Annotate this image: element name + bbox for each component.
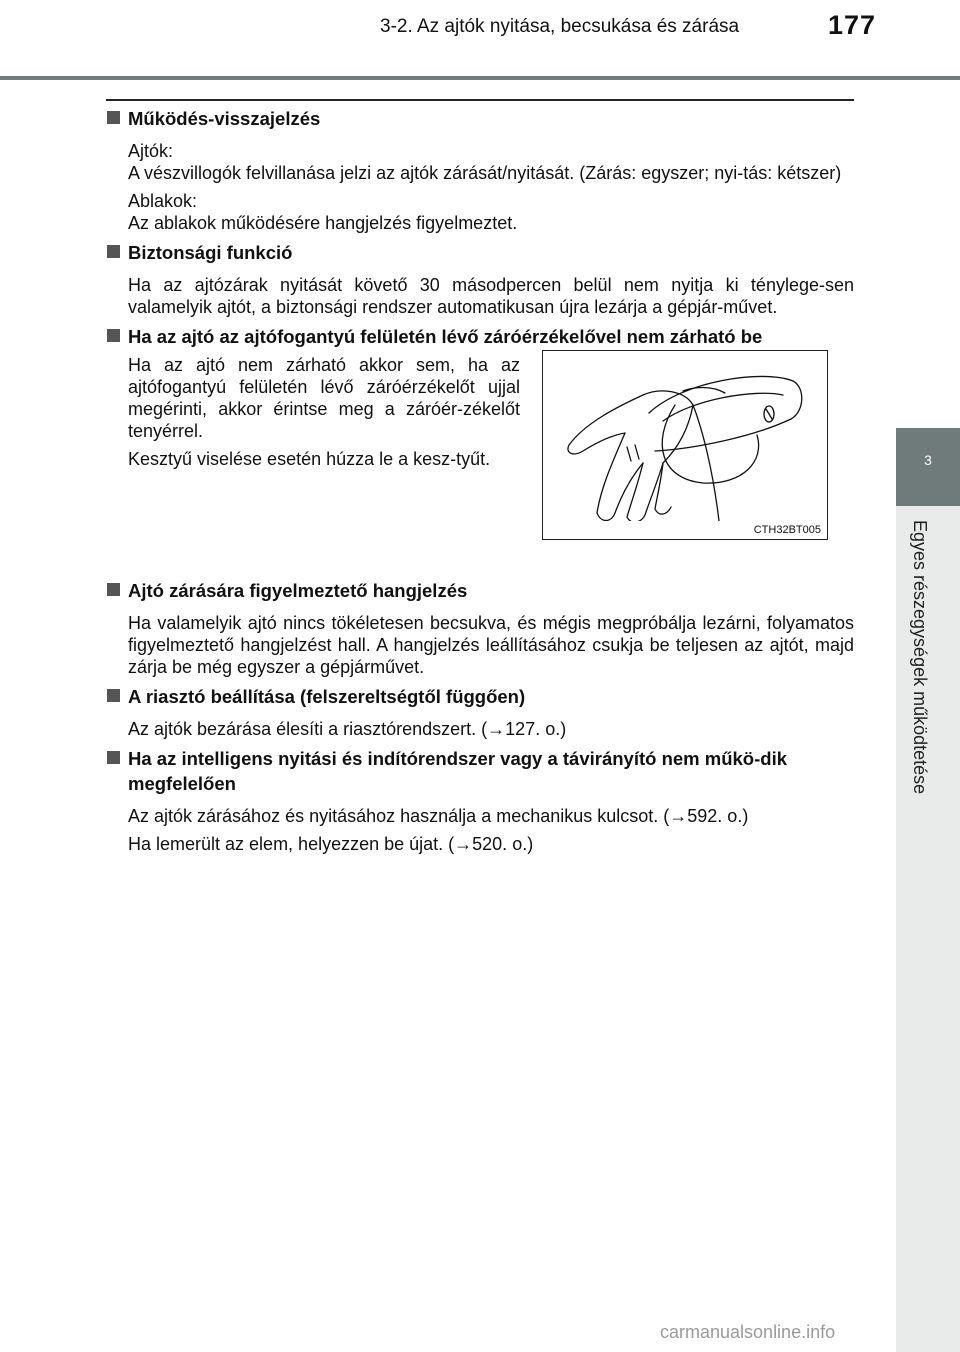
bullet-square-icon [107,329,120,342]
paragraph: Ha valamelyik ajtó nincs tökéletesen becsukva, és mégis megpróbálja lezárni, folyamatos figyelmeztető hangjelzést hall. A hangjelzés leállításához csukja be teljesen az ajtót, majd zárja be még egyszer a gépjárművet. [128,613,854,677]
figure-frame [542,350,828,540]
watermark: carmanualsonline.info [660,1322,836,1342]
paragraph: Ajtók: [128,141,174,161]
content-rule [106,99,854,101]
figure-row [106,354,854,578]
paragraph: Ha lemerült az elem, helyezzen be újat. (→520. o.) [128,834,534,854]
section-heading: Működés-visszajelzés [106,106,854,131]
paragraph: Ablakok: [128,191,198,211]
section-heading: Ha az ajtó az ajtófogantyú felületén lévő záróérzékelővel nem zárható be [106,324,854,349]
chapter-label: Egyes részegységek működtetése [910,520,930,795]
paragraph: A vészvillogók felvillanása jelzi az ajtók zárását/nyitását. (Zárás: egyszer; nyi-tás: kétszer) [128,163,842,183]
paragraph: Ha az ajtó nem zárható akkor sem, ha az ajtófogantyú felületén lévő záróérzékelőt ujjal megérinti, akkor érintse meg a záróér-zékelőt tenyérrel. [128,355,520,441]
section-heading: Ajtó zárására figyelmeztető hangjelzés [106,578,854,603]
bullet-square-icon [107,245,120,258]
paragraph: Az ajtók zárásához és nyitásához használja a mechanikus kulcsot. (→592. o.) [128,806,749,826]
content [106,106,854,855]
paragraph: Az ablakok működésére hangjelzés figyelmeztet. [128,213,518,233]
bullet-square-icon [107,111,120,124]
bullet-square-icon [107,751,120,764]
hand-touching-door-handle-illustration [543,351,827,521]
bullet-square-icon [107,689,120,702]
paragraph: Az ajtók bezárása élesíti a riasztórendszert. (→127. o.) [128,719,567,739]
figure-code: CTH32BT005 [753,524,821,536]
bullet-square-icon [107,583,120,596]
page-number: 177 [828,10,877,40]
paragraph: Kesztyű viselése esetén húzza le a kesz-tyűt. [128,449,491,469]
chapter-tab [896,428,960,506]
header-rule [0,76,960,80]
section-heading: A riasztó beállítása (felszereltségtől függően) [106,684,854,709]
header-section-title: 3-2. Az ajtók nyitása, becsukása és zárása [380,16,740,37]
section-heading: Biztonsági funkció [106,240,854,265]
section-heading: Ha az intelligens nyitási és indítórendszer vagy a távirányító nem műkö-dik megfelelően [106,746,854,796]
figure-text [128,354,520,470]
chapter-number: 3 [924,452,932,468]
paragraph: Ha az ajtózárak nyitását követő 30 másodpercen belül nem nyitja ki ténylege-sen valamelyik ajtót, a biztonsági rendszer automatikusan újra lezárja a gépjár-művet. [128,275,854,317]
